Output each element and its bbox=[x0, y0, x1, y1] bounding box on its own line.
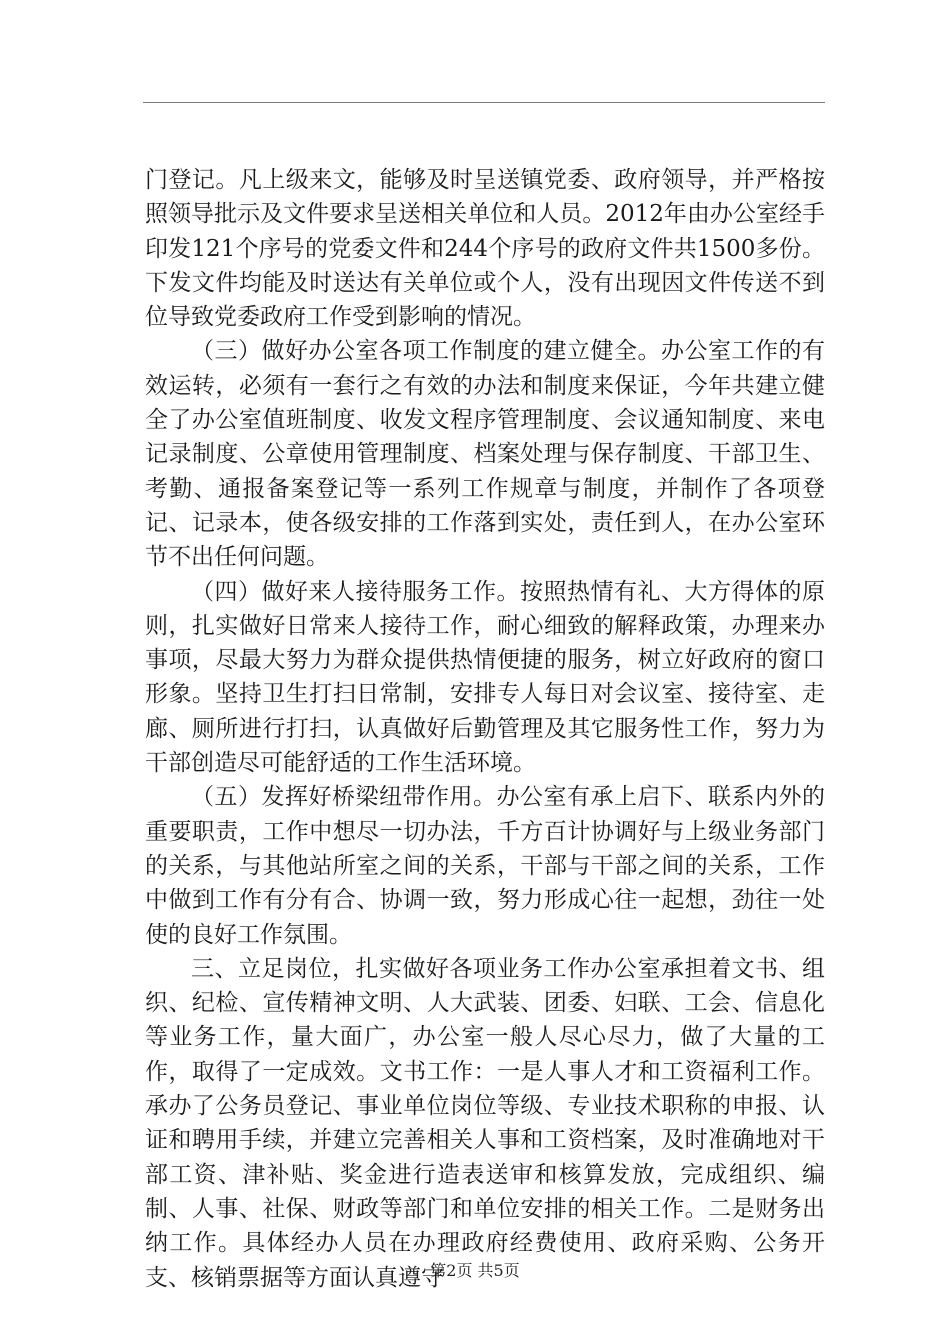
document-body bbox=[145, 163, 825, 1295]
page-number-label: 第2页 共5页 bbox=[430, 1261, 520, 1280]
paragraph-continuation: 门登记。凡上级来文，能够及时呈送镇党委、政府领导，并严格按照领导批示及文件要求呈送相关单位和人员。2012年由办公室经手印发121个序号的党委文件和244个序号的政府文件共1500多份。下发文件均能及时送达有关单位或个人，没有出现因文件传送不到位导致党委政府工作受到影响的情况。 bbox=[145, 167, 825, 331]
paragraph-section-four: （四）做好来人接待服务工作。按照热情有礼、大方得体的原则，扎实做好日常来人接待工作，耐心细致的解释政策，办理来办事项，尽最大努力为群众提供热情便捷的服务，树立好政府的窗口形象。坚持卫生打扫日常制，安排专人每日对会议室、接待室、走廊、厕所进行打扫，认真做好后勤管理及其它服务性工作，努力为干部创造尽可能舒适的工作生活环境。 bbox=[145, 578, 825, 777]
paragraph-section-five: （五）发挥好桥梁纽带作用。办公室有承上启下、联系内外的重要职责，工作中想尽一切办法，千方百计协调好与上级业务部门的关系，与其他站所室之间的关系，干部与干部之间的关系，工作中做到工作有分有合、协调一致，努力形成心往一起想，劲往一处使的良好工作氛围。 bbox=[145, 784, 825, 948]
paragraph-section-three: （三）做好办公室各项工作制度的建立健全。办公室工作的有效运转，必须有一套行之有效的办法和制度来保证，今年共建立健全了办公室值班制度、收发文程序管理制度、会议通知制度、来电记录制度、公章使用管理制度、档案处理与保存制度、干部卫生、考勤、通报备案登记等一系列工作规章与制度，并制作了各项登记、记录本，使各级安排的工作落到实处，责任到人，在办公室环节不出任何问题。 bbox=[145, 338, 825, 571]
page-footer bbox=[0, 1258, 950, 1281]
paragraph-part-three: 三、立足岗位，扎实做好各项业务工作办公室承担着文书、组织、纪检、宣传精神文明、人大武装、团委、妇联、工会、信息化等业务工作，量大面广，办公室一般人尽心尽力，做了大量的工作，取得了一定成效。文书工作：一是人事人才和工资福利工作。承办了公务员登记、事业单位岗位等级、专业技术职称的申报、认证和聘用手续，并建立完善相关人事和工资档案，及时准确地对干部工资、津补贴、奖金进行造表送审和核算发放，完成组织、编制、人事、社保、财政等部门和单位安排的相关工作。二是财务出纳工作。具体经办人员在办理政府经费使用、政府采购、公务开支、核销票据等方面认真遵守 bbox=[145, 955, 825, 1291]
header-rule bbox=[143, 102, 825, 103]
